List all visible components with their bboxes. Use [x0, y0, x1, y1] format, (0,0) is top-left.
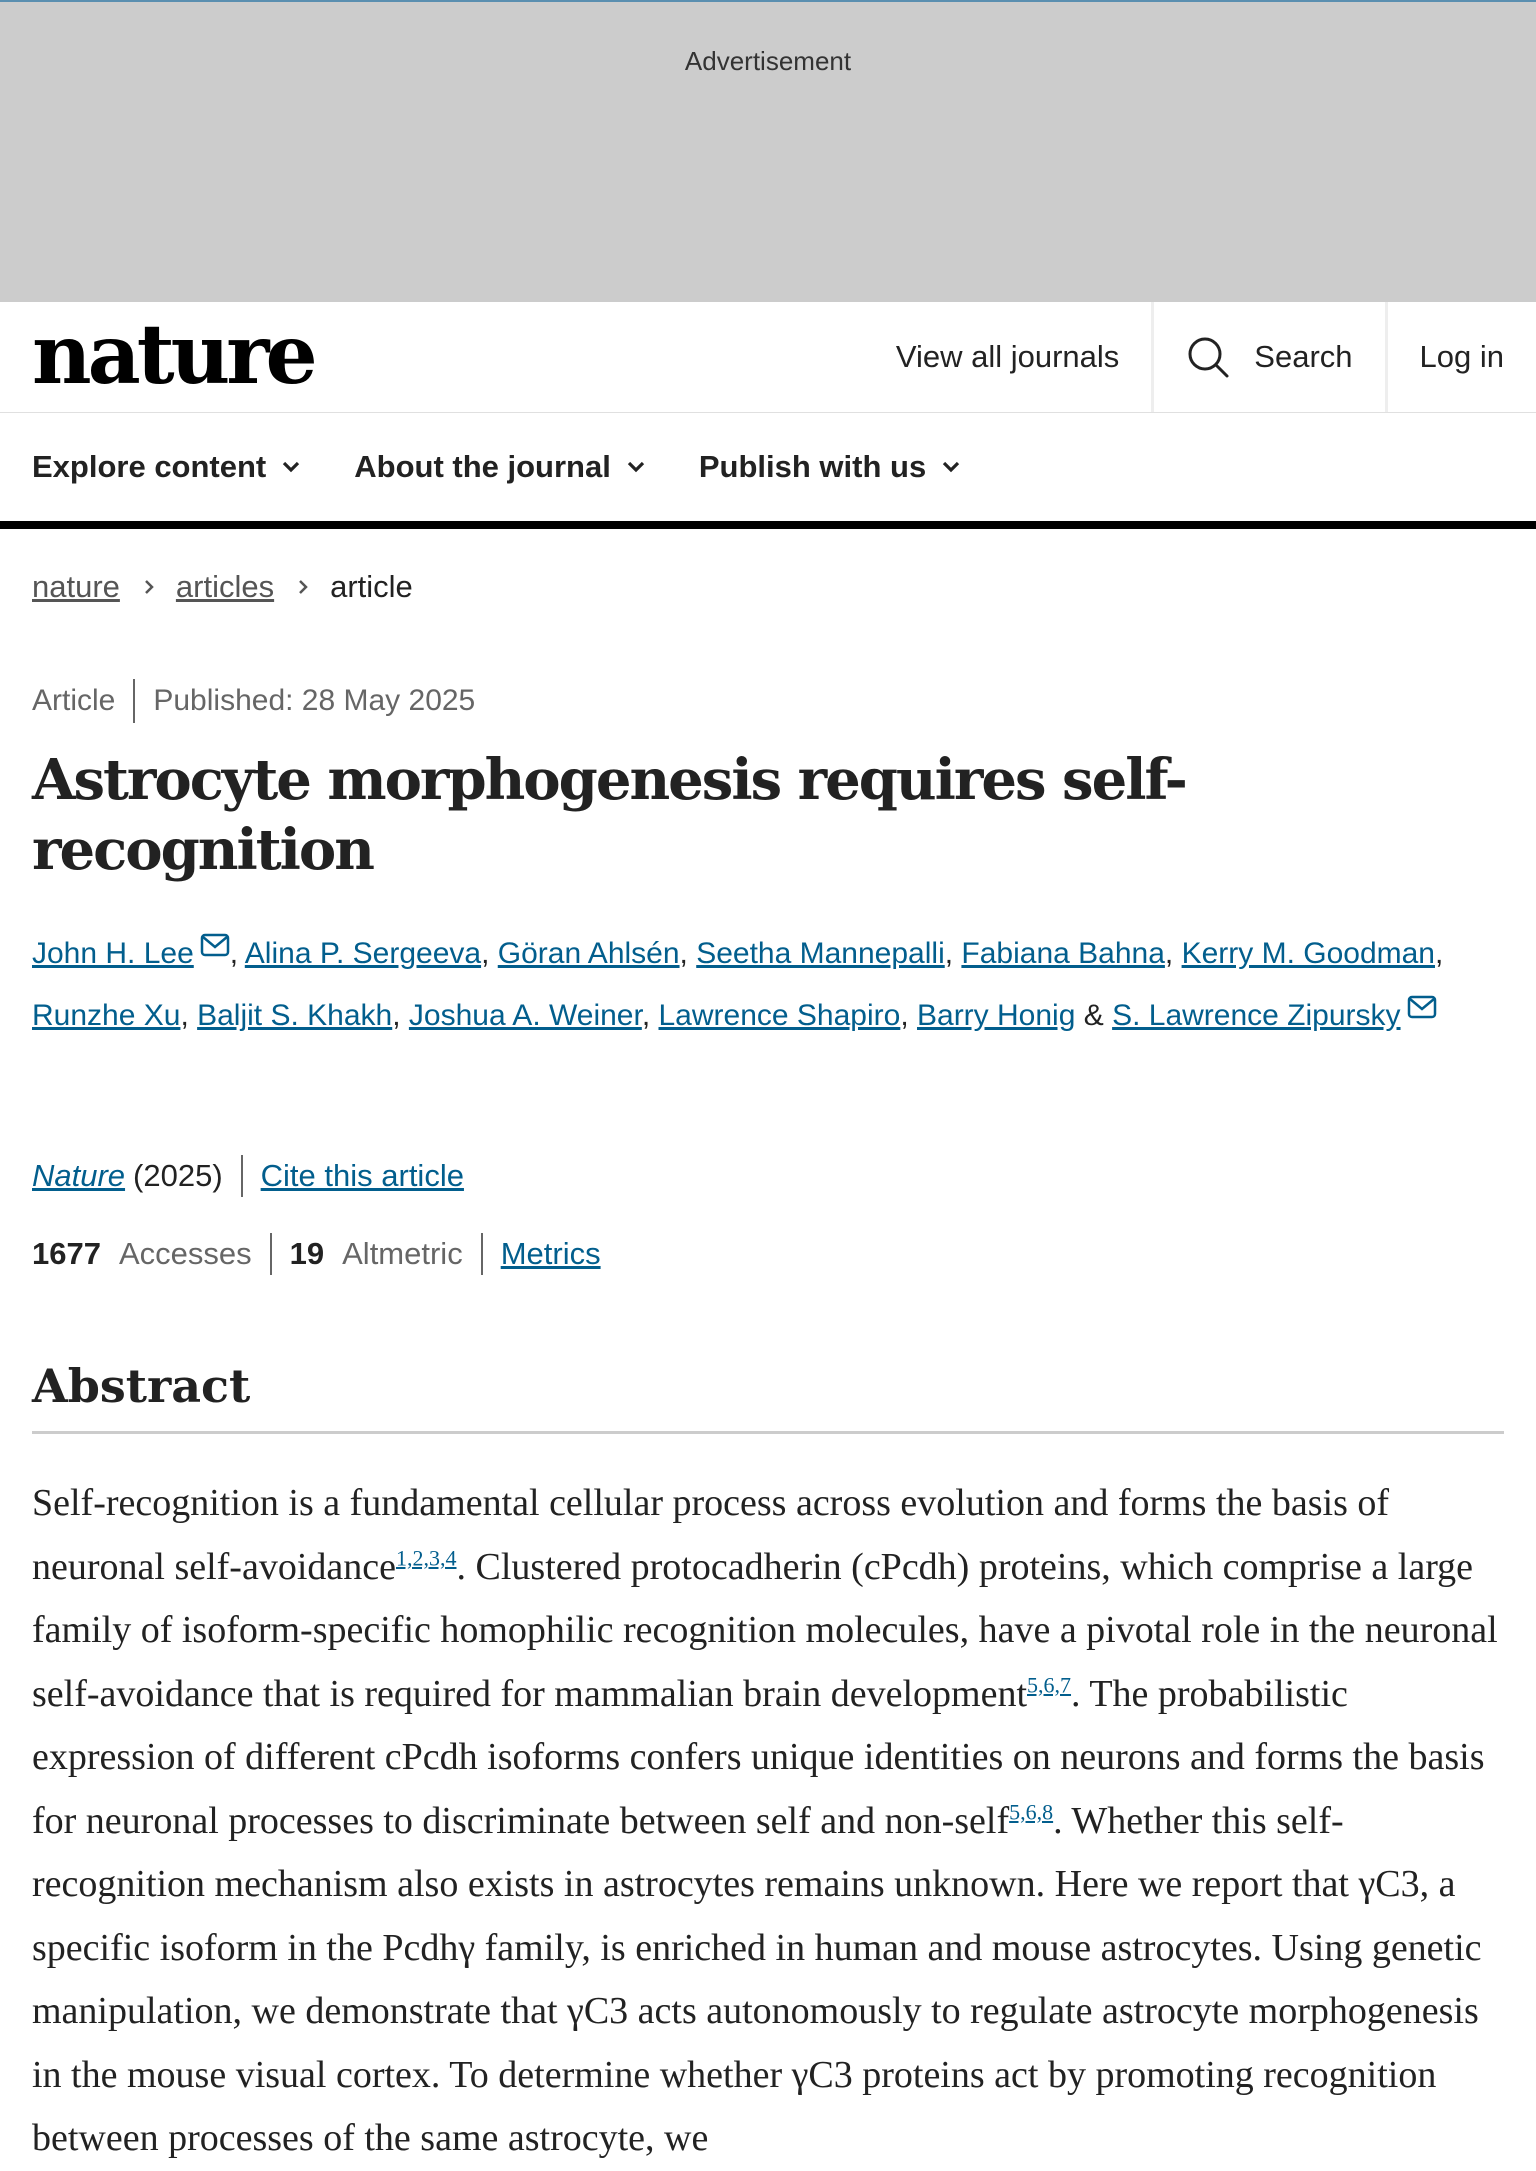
chevron-down-icon: [940, 456, 962, 478]
author-link[interactable]: Joshua A. Weiner: [408, 999, 642, 1032]
author-separator: ,: [481, 937, 498, 970]
search-button[interactable]: [1151, 302, 1384, 412]
chevron-down-icon: [625, 456, 647, 478]
author-link[interactable]: Lawrence Shapiro: [658, 999, 901, 1032]
advertisement-label: Advertisement: [684, 46, 852, 76]
author-separator: ,: [641, 999, 659, 1032]
cite-divider: [241, 1155, 243, 1197]
nav-about-journal[interactable]: [354, 449, 647, 485]
reference-link[interactable]: 5,6,8: [1009, 1799, 1054, 1825]
breadcrumb: [32, 569, 1504, 605]
chevron-down-icon: [280, 456, 302, 478]
article-content: [0, 569, 1536, 2171]
citation-line: [32, 1155, 1504, 1197]
author-separator: ,: [1435, 937, 1444, 970]
metrics-divider: [270, 1233, 272, 1275]
header-actions: [864, 302, 1536, 412]
advertisement-banner: [0, 0, 1536, 302]
author-link[interactable]: Barry Honig: [917, 999, 1076, 1032]
envelope-icon[interactable]: [1407, 995, 1437, 1019]
metrics-bar: [32, 1233, 1504, 1275]
altmetric-count: 19: [289, 1236, 325, 1271]
abstract-segment: . Whether this self-recognition mechanism also exists in astrocytes remains unknown. Here we report that γC3, a specific isoform in the Pcdhγ family, is enriched in human and mouse astrocytes. Using genetic manipulation, we demonstrate that γC3 acts autonomously to regulate astrocyte morphogenesis in the mouse visual cortex. To determine whether γC3 proteins act by promoting recognition between processes of the same astrocyte, we: [32, 1799, 1482, 2160]
main-nav: [0, 413, 1536, 529]
nav-publish-with-us-label: Publish with us: [698, 449, 927, 484]
abstract-segment: . Clustered protocadherin (cPcdh) proteins, which comprise a large family of isoform-specific homophilic recognition molecules, have a pivotal role in the neuronal self-avoidance that is required for mammalian brain development: [32, 1545, 1498, 1715]
author-link[interactable]: Runzhe Xu: [32, 999, 181, 1032]
journal-link[interactable]: Nature: [32, 1158, 126, 1193]
article-title: Astrocyte morphogenesis requires self-recognition: [32, 747, 1186, 883]
metrics-link[interactable]: Metrics: [500, 1236, 601, 1271]
author-separator: ,: [229, 937, 245, 970]
metrics-divider: [481, 1233, 483, 1275]
author-separator: ,: [944, 937, 962, 970]
author-link[interactable]: John H. Lee: [32, 937, 194, 970]
chevron-right-icon: [140, 578, 158, 596]
accesses-count: 1677: [32, 1236, 101, 1271]
breadcrumb-current: article: [330, 569, 413, 604]
author-separator: ,: [679, 937, 697, 970]
nature-logo[interactable]: nature: [32, 307, 314, 403]
author-link[interactable]: Fabiana Bahna: [961, 937, 1165, 970]
published-date: Published: 28 May 2025: [153, 684, 476, 717]
author-separator: ,: [900, 999, 917, 1032]
author-link[interactable]: Baljit S. Khakh: [197, 999, 393, 1032]
accesses-label: Accesses: [118, 1236, 252, 1271]
nav-about-journal-label: About the journal: [354, 449, 611, 484]
chevron-right-icon: [294, 578, 312, 596]
abstract-heading: Abstract: [32, 1359, 1504, 1434]
author-separator: ,: [180, 999, 198, 1032]
nav-explore-content-label: Explore content: [32, 449, 267, 484]
author-link[interactable]: Kerry M. Goodman: [1181, 937, 1435, 970]
reference-link[interactable]: 1,2,3,4: [396, 1545, 457, 1571]
author-ampersand: &: [1075, 999, 1113, 1032]
nav-publish-with-us[interactable]: [699, 449, 962, 485]
search-label: Search: [1254, 339, 1353, 374]
search-icon: [1186, 335, 1230, 379]
author-link[interactable]: Seetha Mannepalli: [696, 937, 945, 970]
author-separator: ,: [1164, 937, 1182, 970]
breadcrumb-nature[interactable]: nature: [32, 569, 120, 604]
login-button[interactable]: Log in: [1385, 302, 1536, 412]
altmetric-label: Altmetric: [342, 1236, 463, 1271]
author-separator: ,: [392, 999, 409, 1032]
abstract-segment: . The probabilistic expression of different cPcdh isoforms confers unique identities on neurons and forms the basis for neuronal processes to discriminate between self and non-self: [32, 1672, 1485, 1842]
cite-this-article-link[interactable]: Cite this article: [260, 1158, 464, 1193]
breadcrumb-articles[interactable]: articles: [175, 569, 275, 604]
author-list: [32, 923, 1504, 1047]
meta-divider: [133, 679, 135, 723]
author-link[interactable]: Göran Ahlsén: [497, 937, 680, 970]
nav-explore-content[interactable]: [32, 449, 302, 485]
masthead: [0, 302, 1536, 413]
publication-year: (2025): [133, 1158, 223, 1193]
article-meta: [32, 679, 1504, 723]
abstract-text: [32, 1472, 1504, 2171]
article-type: Article: [32, 684, 116, 717]
author-link[interactable]: Alina P. Sergeeva: [244, 937, 482, 970]
author-link[interactable]: S. Lawrence Zipursky: [1112, 999, 1401, 1032]
reference-link[interactable]: 5,6,7: [1027, 1672, 1072, 1698]
envelope-icon[interactable]: [200, 933, 230, 957]
abstract-segment: Self-recognition is a fundamental cellular process across evolution and forms the basis of neuronal self-avoidance: [32, 1482, 1390, 1588]
view-all-journals-link[interactable]: View all journals: [895, 339, 1120, 374]
